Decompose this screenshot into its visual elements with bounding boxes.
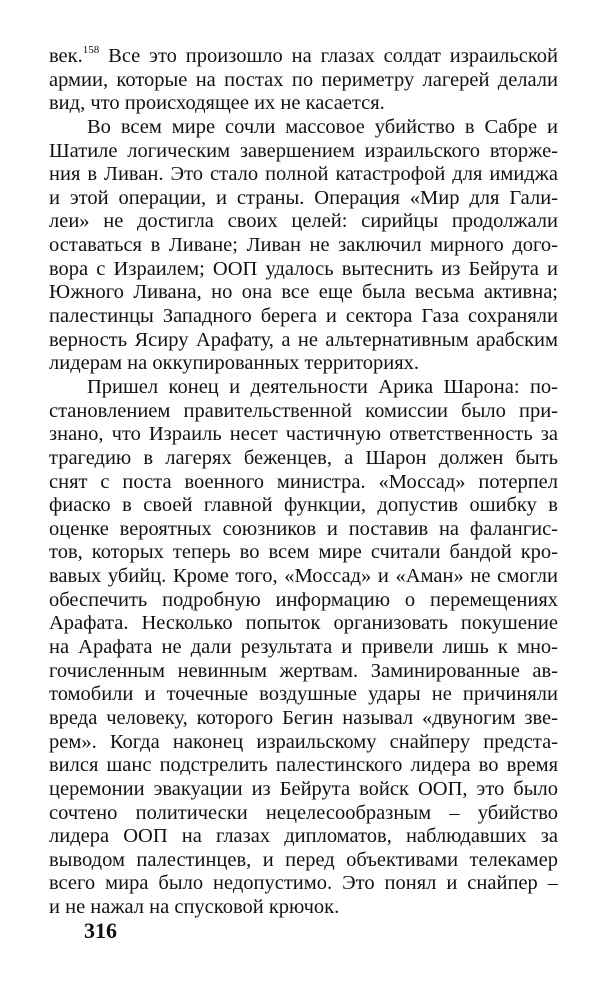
text-line: Во всем мире сочли массовое убийство в Сабре и [87, 115, 558, 138]
lead-word: век. [49, 45, 83, 67]
text-line: оценке вероятных союзников и поставив на фалангис- [49, 517, 558, 540]
page-body-text [49, 45, 558, 920]
text-line: Арафата. Несколько попыток организовать покушение [49, 612, 558, 635]
text-line: церемонии эвакуации из Бейрута войск ООП, это было [49, 777, 558, 800]
text-line: Южного Ливана, но она все еще была весьма активна; [49, 281, 558, 304]
text-line: становлением правительственной комиссии было при- [49, 399, 558, 422]
text-line: армии, которые на постах по периметру лагерей делали [49, 68, 558, 91]
text-line: палестинцы Западного берега и сектора Газа сохраняли [49, 305, 558, 328]
text-line: и не нажал на спусковой крючок. [49, 896, 340, 919]
text-line: снят с поста военного министра. «Моссад» потерпел [49, 470, 558, 493]
text-line: всего мира было недопустимо. Это понял и снайпер – [49, 872, 558, 895]
text-line: томобили и точечные воздушные удары не причиняли [49, 683, 558, 706]
text-line: вреда человеку, которого Бегин называл «двуногим зве- [49, 706, 558, 729]
text-line: рем». Когда наконец израильскому снайперу предста- [49, 730, 558, 753]
text-line: вавых убийц. Кроме того, «Моссад» и «Аман» не смогли [49, 565, 558, 588]
text-line: вора с Израилем; ООП удалось вытеснить из Бейрута и [49, 257, 558, 280]
text-line: сочтено политически нецелесообразным – убийство [49, 801, 558, 824]
text-line [49, 45, 558, 69]
paragraph [49, 45, 558, 116]
text-line: фиаско в своей главной функции, допустив ошибку в [49, 494, 558, 517]
text-line: на Арафата не дали результата и привели лишь к мно- [49, 636, 558, 659]
text-line: обеспечить подробную информацию о перемещениях [49, 588, 558, 611]
text-line: Шатиле логическим завершением израильского вторже- [49, 139, 558, 162]
text-line: выводом палестинцев, и перед объективами телекамер [49, 848, 558, 871]
footnote-reference[interactable]: 158 [82, 44, 100, 56]
text-line: ния в Ливан. Это стало полной катастрофой для имиджа [49, 163, 558, 186]
text-line: лидера ООП на глазах дипломатов, наблюдавших за [49, 825, 558, 848]
text-line: верность Ясиру Арафату, а не альтернативным арабским [49, 328, 558, 351]
text-line: тов, которых теперь во всем мире считали бандой кро- [49, 541, 558, 564]
text-line: Пришел конец и деятельности Арика Шарона: по- [87, 375, 558, 398]
text-line: трагедию в лагерях беженцев, а Шарон должен быть [49, 446, 558, 469]
paragraph [49, 376, 558, 920]
text-line: вился шанс подстрелить палестинского лидера во время [49, 754, 558, 777]
text-line: знано, что Израиль несет частичную ответственность за [49, 423, 558, 446]
paragraph [49, 116, 558, 376]
text-line: вид, что происходящее их не касается. [49, 92, 385, 115]
text-line: оставаться в Ливане; Ливан не заключил мирного дого- [49, 234, 558, 257]
text-line: леи» не достигла своих целей: сирийцы продолжали [49, 210, 558, 233]
text-line: гочисленным невинным жертвам. Заминированные ав- [49, 659, 558, 682]
text-line: и этой операции, и страны. Операция «Мир для Гали- [49, 186, 558, 209]
text-line: лидерам на оккупированных территориях. [49, 352, 420, 375]
page-number: 316 [84, 918, 117, 943]
line-text: Все это произошло на глазах солдат израильской [108, 45, 559, 67]
